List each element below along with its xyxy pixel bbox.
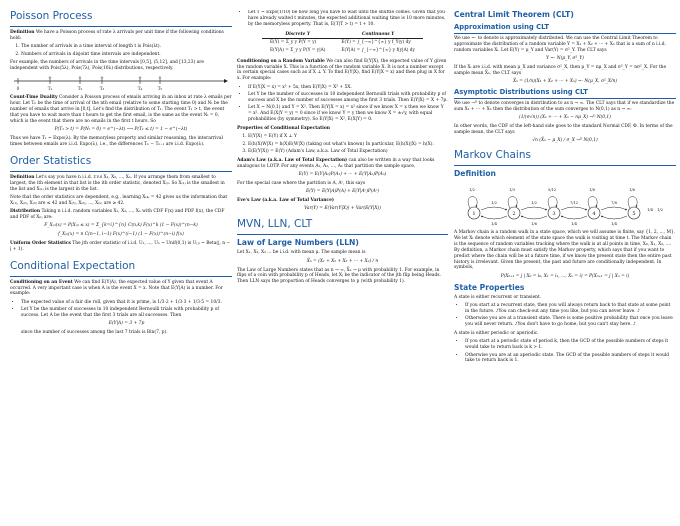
property-3: 3. E(E(Y|X)) = E(Y) (Adam's Law, a.k.a. Law of Total Expectation) [248,149,448,155]
conditional-expectation-section [10,260,232,336]
column-1 [10,10,232,522]
transition-arrow [521,216,547,219]
order-dist-lead: Distribution [10,209,41,215]
timeline-label: T₂ [77,85,83,91]
order-distribution [10,209,232,221]
self-loop-arrow [508,197,517,208]
adam-text: can also be written in a way that looks analogous to LOTP. For any events A₁, A₂, ..., Aₙ that partition the sample space, [237,157,435,169]
state-label: 3 [552,211,556,218]
order-definition [10,175,232,193]
approx-equation: Y ~· N(μ_Y, σ²_Y) [545,56,585,62]
transition-probability: 1/4 [611,222,617,227]
transition-probability: 1/2 [469,188,475,193]
shuttle-example-item: • Let T ~ Expo(1/10) be how long you have to wait until the shuttle comes. Given that you have already waited t minutes, the expected additional waiting time is 10 more minutes, by the memoryless property. That is, E(T|T > t) = t + 10. [248,10,448,28]
poisson-example: For example, the numbers of arrivals in the time intervals [0,5], (5,12], and [13,23) are independent with Pois(5λ), Pois(7λ), Pois(10λ) distributions, respectively. [10,60,204,72]
adam-equation-2: E(Y) = E(Y|A)P(A) + E(Y|Aᶜ)P(Aᶜ) [305,189,380,195]
properties-title: Properties of Conditional Expectation [237,125,330,131]
table-cell: E(Y) = Σ_y y P(Y = y) [270,40,317,46]
event-example-after: since the number of successes among the last 7 trials is Bin(7, p). [21,329,168,335]
timeline-label: T₃ [99,85,105,91]
count-time-equation: P(T₁ > t) = P(Nₜ = 0) = e^(−λt) ⟶ P(T₁ ≤ t) = 1 − e^(−λt) [54,127,188,133]
transition-arrow [561,207,587,210]
lln-intro: Let X₁, X₂, X₃ ... be i.i.d. with mean μ. The sample mean is [237,250,366,256]
transition-probability: 1/4 [571,222,577,227]
timeline-label: T₄ [137,85,143,91]
timeline-label: T₅ [157,85,163,91]
order-cdf-equation: F_X₍ᵢ₎(x) = P(X₍ᵢ₎ ≤ x) = Σ_{k=i}^{n} C(n,k) F(x)^k (1 − F(x))^(n−k) [44,223,198,229]
table-header-discrete: Discrete Y [262,31,333,39]
lln-title: Law of Large Numbers (LLN) [237,238,359,248]
order-def-text: Let's say you have n i.i.d. r.v.s X₁, X₂, ..., Xₙ. If you arrange them from smallest to largest, the ith element in that list is the ith order statistic, denoted X₍ᵢ₎. So X₍₁₎ is the smallest in the list and X₍ₙ₎ is the largest in the list. [10,174,225,192]
transition-probability: 1/2 [657,208,663,213]
event-lead: Conditioning on an Event [10,279,73,285]
transition-probability: 1/8 [589,188,595,193]
markov-definition-text: A Markov chain is a random walk in a state space, which we will assume is finite, say {1, 2, ..., M}. We let Xₜ denote which element of the state space the walk is visiting at time t. The Markov chain is the sequence of random variables tracking where the walk is at all points in time, X₀, X₁, X₂, .... By definition, a Markov chain must satisfy the Markov property, which says that if you want to predict where the chain will be at a future time, if we know the present state then the entire past history is irrelevant. Given the present, the past and future are conditionally independent. In symbols, [454,230,676,271]
state-label: 4 [592,211,596,218]
count-time-text: Consider a Poisson process of emails arriving in an inbox at rate λ emails per hour. Let Tₙ be the time of arrival of the nth email (relative to some starting time 0) and Nₜ be the number of emails that arrive in [0,t]. Let's find the distribution of T₁. The event T₁ > t, the event that you have to wait more than t hours to get the first email, is the same as the event Nₜ = 0, which is the event that there are no emails in the first t hours. So [10,95,232,124]
rv-example-2: • Let Y be the number of successes in 10 independent Bernoulli trials with probability p of success and X be the number of successes among the first 3 trials. Then E(Y|X) = X + 7p. [248,92,448,104]
condition-2: 2. Numbers of arrivals in disjoint time intervals are independent. [21,52,232,58]
definition-lead: Definition [10,29,35,35]
aperiodic-item: • Otherwise you are at an aperiodic state. The GCD of the possible numbers of steps it would take to return back is 1. [465,353,676,365]
adams-law [237,158,448,170]
property-1: 1. E(Y|X) = E(Y) if X ⊥ Y [248,134,448,140]
transition-arrow [521,207,547,210]
poisson-section [10,10,232,148]
event-example-equation: E(Y|A) = 3 + 7p [108,320,145,326]
rv-lead: Conditioning on a Random Variable [237,58,325,64]
poisson-title: Poisson Process [10,10,232,27]
arrival-mark: + [99,74,105,81]
mvn-lln-clt-title: MVN, LLN, CLT [237,218,448,235]
table-cell: E(Y|A) = Σ_y y P(Y = y|A) [270,47,326,53]
table-cell: E(Y) = ∫_{−∞}^{∞} y f_Y(y) dy [341,40,411,46]
transition-arrow [601,207,627,210]
order-def-lead: Definition [10,174,35,180]
table-header-continuous: Continuous Y [333,31,423,39]
state-label: 1 [472,211,476,218]
asymptotic-equation-2: √n (X̄ₙ − μ_X) / σ_X →ᴰ N(0,1) [532,138,598,144]
transition-probability: 1/6 [531,222,537,227]
expectation-table [262,31,423,55]
self-loop-arrow [548,197,557,208]
property-2: 2. E(h(X)W|X) = h(X)E(W|X) (taking out what's known) In particular, E(h(X)|X) = h(X). [248,142,448,148]
transition-probability: 1/4 [647,208,653,213]
uniform-order-statistics [10,241,232,253]
eve-equation: Var(Y) = E(Var(Y|X)) + Var(E(Y|X)) [304,206,381,212]
approx-text-2: If the Xᵢ are i.i.d. with mean μ_X and variance σ²_X, then μ_Y = nμ_X and σ²_Y = nσ²_X. For the sample mean X̄ₙ, the CLT says [454,65,667,76]
unif-lead: Uniform Order Statistics [10,241,71,247]
periodic-item: • If you start at a periodic state of period k, then the GCD of the possible numbers of steps it would take to return back is k > 1. [465,339,676,351]
transition-probability: 1/2 [491,201,497,206]
table-row [262,39,423,47]
approx-equation-2: X̄ₙ = (1/n)(X₁ + X₂ + ··· + Xₙ) ~· N(μ_X, σ²_X/n) [512,79,618,85]
eves-law-title: Eve's Law (a.k.a. Law of Total Variance) [237,198,334,204]
transition-probability: 1/3 [509,188,515,193]
order-dist-text: Taking n i.i.d. random variables X₁, X₂, ..., Xₙ with CDF F(x) and PDF f(x), the CDF and PDF of X₍ᵢ₎ are: [10,209,225,220]
conditioning-on-rv [237,59,448,82]
state-label: 2 [512,211,516,218]
markov-property-equation: P(Xₙ₊₁ = j | X₀ = i₀, X₁ = i₁, ..., Xₙ = i) = P(Xₙ₊₁ = j | Xₙ = i) [500,273,630,279]
state-intro: A state is either recurrent or transient. [454,294,542,300]
poisson-timeline [10,75,232,93]
self-loop-arrow [468,197,477,208]
adam-special: For the special case where the partition is A, Aᶜ, this says [237,180,366,186]
timeline-label: T₁ [47,85,53,91]
periodic-list [454,339,676,364]
unif-text: The jth order statistic of i.i.d. U₁, ..., Uₙ ~ Unif(0,1) is U₍ⱼ₎ ~ Beta(j, n − j + 1). [10,241,231,252]
approx-text: We use ~· to denote is approximately distributed. We can use the Central Limit Theorem to approximate the distribution of a random variable Y = X₁ + X₂ + ··· + Xₙ that is a sum of n i.i.d. random variables Xᵢ. Let E(Y) = μ_Y and Var(Y) = σ²_Y. The CLT says [454,36,666,53]
column-3 [454,10,676,522]
transient-item: • Otherwise you are at a transient state. There is some positive probability that once you leave you will never return. ♪You don't have to go home, but you can't stay here. ♪ [465,316,676,328]
approx-title: Approximation using CLT [454,23,676,34]
order-statistics-title: Order Statistics [10,155,232,172]
markov-chains-title: Markov Chains [454,149,676,166]
event-text: We can find E(Y|A), the expected value of Y given that event A occurred. A very important case is when A is the event X = x. Note that E(Y|A) is a number. For example: [10,279,223,297]
clt-title: Central Limit Theorem (CLT) [454,10,574,19]
poisson-conditions [10,44,232,57]
shuttle-example [237,10,448,28]
event-examples [10,300,232,336]
table-row [262,47,423,55]
arrival-mark: + [137,74,143,81]
markov-definition-title: Definition [454,169,496,179]
transition-probability: 1/4 [491,222,497,227]
count-time-lead: Count-Time Duality [10,95,58,101]
transition-probability: 7/8 [611,201,617,206]
transition-probability: 1/6 [629,188,635,193]
lln-body: The Law of Large Numbers states that as n → ∞, X̄ₙ → μ with probability 1. For example, in flips of a coin with probability p of Heads, let Xⱼ be the indicator of the jth flip being Heads. Then LLN says the proportion of Heads converges to p (with probability 1). [237,267,441,285]
event-example-2 [21,307,232,335]
asymptotic-text-2: In other words, the CDF of the left-hand side goes to the standard Normal CDF, Φ. In terms of the sample mean, the CLT says [454,124,673,136]
state-properties-title: State Properties [454,282,525,292]
transition-arrow [481,207,507,210]
order-pdf-equation: f_X₍ᵢ₎(x) = n C(n−1, i−1) F(x)^(i−1) (1 − F(x))^(n−i) f(x) [58,232,184,238]
transition-arrow [481,216,507,219]
state-intro-2: A state is either periodic or aperiodic. [454,331,539,336]
recurrent-transient-list [454,303,676,328]
transition-arrow [601,216,627,219]
transition-probability: 7/12 [569,201,579,206]
poisson-definition [10,30,232,42]
markov-chain-diagram [454,181,676,227]
order-statistics-section [10,155,232,253]
recurrent-item: • If you start at a recurrent state, then you will always return back to that state at some point in the future. ♪You can check-out any time you like, but you can never leave. ♪ [465,303,676,315]
asymptotic-equation: (1/(σ√n)) (X₁ + ··· + Xₙ − nμ_X) →ᴰ N(0,1) [519,115,611,121]
asymptotic-text: We use →ᴰ to denote converges in distribution to as n → ∞. The CLT says that if we standardize the sum X₁ + ··· + Xₙ then the distribution of the sum converges to N(0,1) as n → ∞: [454,101,675,113]
rv-examples [237,85,448,123]
transition-probability: 5/12 [547,188,557,193]
lln-equation: X̄ₙ = (X₁ + X₂ + X₃ + ··· + Xₙ) / n [306,258,379,264]
timeline-label: 0 [16,85,20,91]
transition-arrow [561,216,587,219]
properties-list [237,134,448,155]
state-label: 5 [632,211,636,218]
rv-text: We can also find E(Y|X), the expected value of Y given the random variable X. This is a function of the random variable X. It is not a number except in certain special cases such as if X ⊥ Y. To find E(Y|X), find E(Y|X = x) and then plug in X for x. For example: [237,58,447,82]
arrival-mark: + [157,74,163,81]
arrival-mark: + [47,74,53,81]
table-cell: E(Y|A) = ∫_{−∞}^{∞} y f(y|A) dy [341,47,415,53]
rv-example-3: • Let X ~ N(0,1) and Y = X². Then E(Y|X = x) = x² since if we know X = x then we know Y = x². And E(X|Y = y) = 0 since if we know Y = y then we know X = ±√y, with equal probabilities (by symmetry). So E(Y|X) = X², E(X|Y) = 0. [248,105,448,123]
adam-equation-1: E(Y) = E(Y|A₁)P(A₁) + ··· + E(Y|Aₙ)P(Aₙ) [298,171,387,177]
order-note: Note that the order statistics are dependent, e.g., learning X₍₄₎ = 42 gives us the information that X₍₁₎, X₍₂₎, X₍₃₎ are ≤ 42 and X₍₅₎, X₍₆₎, ..., X₍ₙ₎ are ≥ 42. [10,194,228,206]
arrival-mark: + [77,74,83,81]
self-loop-arrow [628,197,637,208]
self-loop-arrow [588,197,597,208]
rv-example-1: • If E(Y|X = x) = x³ + 5x, then E(Y|X) = X³ + 5X. [248,85,448,91]
condition-1: 1. The number of arrivals in a time interval of length t is Pois(λt). [21,44,232,50]
transition-probability: 1/2 [531,201,537,206]
count-time-after: Thus we have T₁ ~ Expo(λ). By the memoryless property and similar reasoning, the interarrival times between emails are i.i.d. Expo(λ), i.e., the differences Tₙ − Tₙ₋₁ are i.i.d. Expo(λ). [10,136,223,147]
definition-text: We have a Poisson process of rate λ arrivals per unit time if the following conditions hold: [10,29,224,41]
conditioning-on-event [10,280,232,298]
event-example-1: • The expected value of a fair die roll, given that it is prime, is 1/3·2 + 1/3·3 + 1/3·5 = 10/3. [21,300,232,306]
conditional-expectation-title: Conditional Expectation [10,260,232,277]
timeline-arrow [224,79,228,83]
event-example-2-text: Let Y be the number of successes in 10 independent Bernoulli trials with probability p of success. Let A be the event that the first 3 trials are all successes. Then [21,307,220,318]
asymptotic-title: Asymptotic Distributions using CLT [454,88,676,99]
adam-lead: Adam's Law (a.k.a. Law of Total Expectation) [237,157,348,163]
count-time-duality [10,95,232,124]
column-2 [237,10,448,522]
